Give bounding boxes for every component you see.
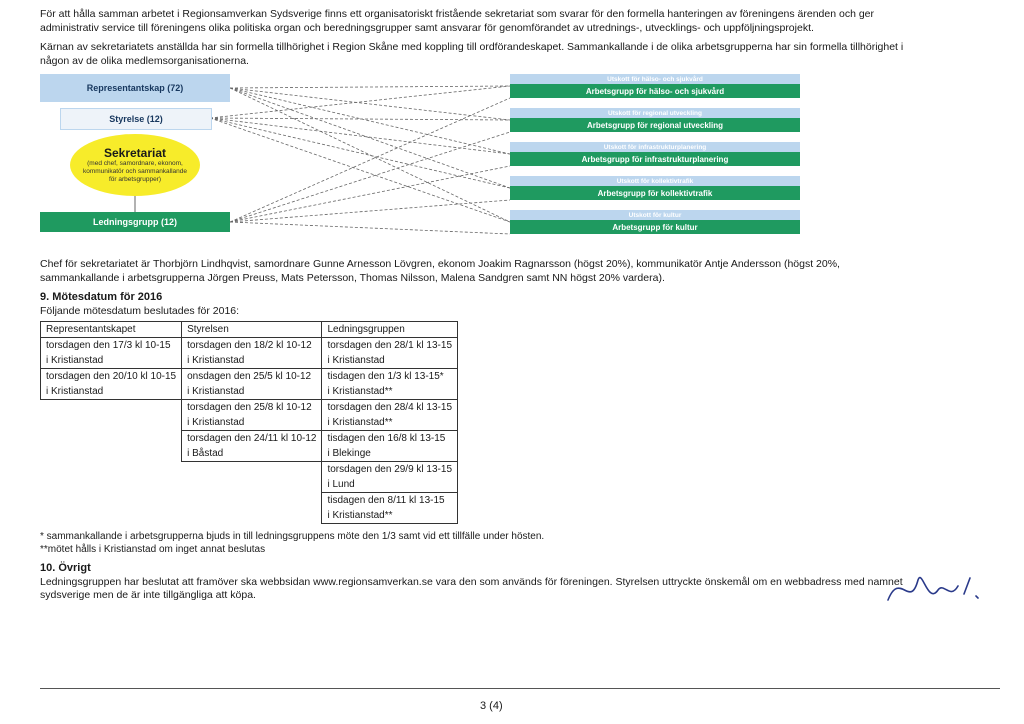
- table-cell: torsdagen den 25/8 kl 10-12: [182, 399, 322, 415]
- table-cell: torsdagen den 20/10 kl 10-15: [41, 368, 182, 384]
- meeting-dates-table: [40, 321, 458, 524]
- table-header-cell: Representantskapet: [41, 321, 182, 337]
- page-number: 3 (4): [480, 700, 503, 712]
- workgroup-label: Arbetsgrupp för infrastrukturplanering: [510, 152, 800, 166]
- table-header-cell: Styrelsen: [182, 321, 322, 337]
- utskott-label: Utskott för kultur: [510, 210, 800, 220]
- footnote-1: * sammankallande i arbetsgrupperna bjuds in till ledningsgruppens möte den 1/3 samt vid ett tillfälle under hösten.: [40, 530, 545, 542]
- table-cell: i Kristianstad: [41, 353, 182, 369]
- table-row: [41, 492, 458, 508]
- table-cell: [41, 461, 182, 477]
- intro-paragraph-1: För att hålla samman arbetet i Regionsamverkan Sydsverige finns ett organisatoriskt fristående sekretariat som svarar för den formella hanteringen av föreningens ärenden och ger administrativ service till föreningens olika politiska organ och beredningsgrupper samt ansvarar för genomförandet av utrednings-, utvecklings- och uppföljningsprojekt.: [40, 8, 875, 34]
- table-cell: i Blekinge: [322, 446, 458, 462]
- workgroup-regional: [510, 108, 800, 132]
- signature: [880, 560, 990, 620]
- table-cell: torsdagen den 18/2 kl 10-12: [182, 337, 322, 353]
- workgroup-label: Arbetsgrupp för regional utveckling: [510, 118, 800, 132]
- representantskap-box: Representantskap (72): [40, 74, 230, 102]
- workgroup-label: Arbetsgrupp för kultur: [510, 220, 800, 234]
- table-cell: i Kristianstad**: [322, 508, 458, 524]
- workgroup-transit: [510, 176, 800, 200]
- table-row: [41, 399, 458, 415]
- table-cell: torsdagen den 28/1 kl 13-15: [322, 337, 458, 353]
- styrelse-box: Styrelse (12): [60, 108, 212, 130]
- table-cell: torsdagen den 28/4 kl 13-15: [322, 399, 458, 415]
- utskott-label: Utskott för hälso- och sjukvård: [510, 74, 800, 84]
- table-cell: [41, 508, 182, 524]
- workgroup-label: Arbetsgrupp för kollektivtrafik: [510, 186, 800, 200]
- ledningsgrupp-box: Ledningsgrupp (12): [40, 212, 230, 232]
- section-10-text: Ledningsgruppen har beslutat att framöver ska webbsidan www.regionsamverkan.se vara den som används för föreningen. Styrelsen uttryckte önskemål om en webbadress med namnet sydsverige men de är inte tillgängliga att köpa.: [40, 575, 903, 601]
- table-cell: i Kristianstad: [322, 353, 458, 369]
- table-row: [41, 446, 458, 462]
- table-cell: [182, 508, 322, 524]
- table-row: [41, 337, 458, 353]
- utskott-label: Utskott för regional utveckling: [510, 108, 800, 118]
- table-row: [41, 461, 458, 477]
- utskott-label: Utskott för infrastrukturplanering: [510, 142, 800, 152]
- table-cell: i Kristianstad: [182, 415, 322, 431]
- page-content: [40, 8, 920, 609]
- sekretariat-title: Sekretariat: [103, 146, 167, 160]
- table-cell: i Båstad: [182, 446, 322, 462]
- section-9-heading: 9. Mötesdatum för 2016: [40, 291, 163, 303]
- table-cell: [41, 492, 182, 508]
- table-cell: [182, 477, 322, 493]
- workgroup-health: [510, 74, 800, 98]
- table-row: [41, 430, 458, 446]
- table-row: [41, 368, 458, 384]
- table-cell: torsdagen den 24/11 kl 10-12: [182, 430, 322, 446]
- table-cell: i Kristianstad**: [322, 415, 458, 431]
- chef-paragraph: Chef för sekretariatet är Thorbjörn Lindhqvist, samordnare Gunne Arnesson Lövgren, ekonom Joakim Ragnarsson (högst 20%), kommunikatör Antje Andersson (högst 20%, sammankallande i arbetsgrupperna Jörgen Preuss, Mats Petersson, Thomas Nilsson, Malena Sandgren samt NN högst 20% vardera).: [40, 258, 840, 284]
- footer-rule: [40, 688, 1000, 689]
- table-cell: tisdagen den 8/11 kl 13-15: [322, 492, 458, 508]
- table-cell: [41, 430, 182, 446]
- table-cell: i Kristianstad: [182, 384, 322, 400]
- footnote-2: **mötet hålls i Kristianstad om inget annat beslutas: [40, 543, 266, 555]
- table-cell: i Kristianstad: [41, 384, 182, 400]
- table-cell: onsdagen den 25/5 kl 10-12: [182, 368, 322, 384]
- intro-paragraph-2: Kärnan av sekretariatets anställda har sin formella tillhörighet i Region Skåne med koppling till ordförandeskapet. Sammankallande i de olika arbetsgrupperna har sin formella tillhörighet i någon av de olika medlemsorganisationerna.: [40, 41, 904, 67]
- table-header-cell: Ledningsgruppen: [322, 321, 458, 337]
- section-10-heading: 10. Övrigt: [40, 561, 91, 574]
- table-row: [41, 477, 458, 493]
- sekretariat-subtitle: (med chef, samordnare, ekonom, kommunikatör och sammankallande för arbetsgrupper): [82, 160, 188, 183]
- table-row: [41, 508, 458, 524]
- table-cell: tisdagen den 16/8 kl 13-15: [322, 430, 458, 446]
- table-cell: [41, 477, 182, 493]
- table-cell: torsdagen den 17/3 kl 10-15: [41, 337, 182, 353]
- section-9-intro: Följande mötesdatum beslutades för 2016:: [40, 305, 240, 317]
- table-header-row: [41, 321, 458, 337]
- table-cell: i Kristianstad: [182, 353, 322, 369]
- sekretariat-ellipse: [70, 134, 200, 196]
- table-cell: i Lund: [322, 477, 458, 493]
- workgroup-culture: [510, 210, 800, 234]
- workgroup-infrastructure: [510, 142, 800, 166]
- table-cell: [182, 461, 322, 477]
- table-cell: [41, 446, 182, 462]
- workgroup-label: Arbetsgrupp för hälso- och sjukvård: [510, 84, 800, 98]
- table-cell: [182, 492, 322, 508]
- table-cell: [41, 415, 182, 431]
- table-cell: torsdagen den 29/9 kl 13-15: [322, 461, 458, 477]
- organisation-diagram: [40, 74, 800, 252]
- utskott-label: Utskott för kollektivtrafik: [510, 176, 800, 186]
- table-row: [41, 415, 458, 431]
- table-row: [41, 353, 458, 369]
- table-row: [41, 384, 458, 400]
- table-cell: i Kristianstad**: [322, 384, 458, 400]
- table-cell: [41, 399, 182, 415]
- table-cell: tisdagen den 1/3 kl 13-15*: [322, 368, 458, 384]
